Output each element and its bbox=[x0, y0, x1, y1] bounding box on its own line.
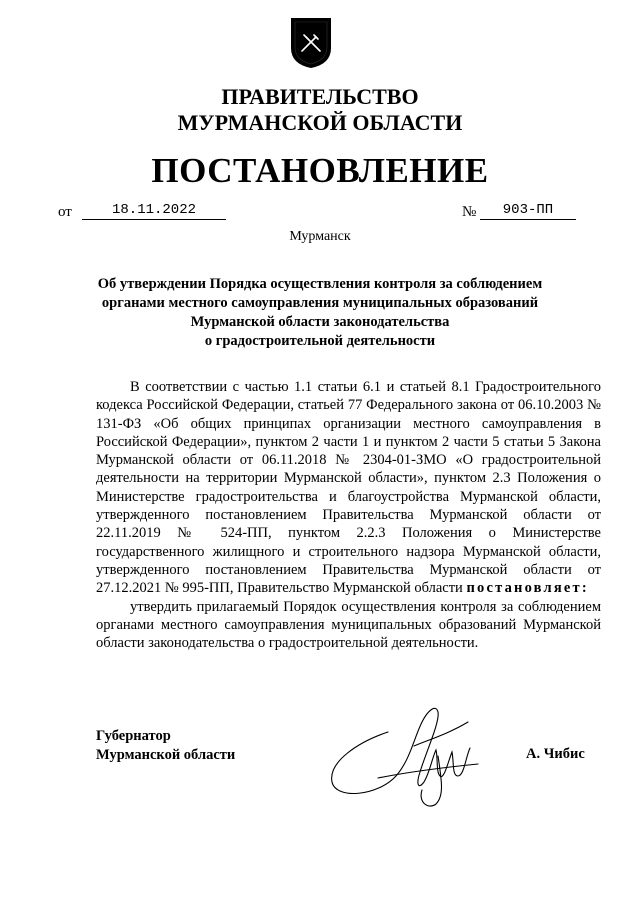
body-paragraph-1 bbox=[96, 378, 601, 598]
government-title bbox=[0, 84, 640, 136]
document-type-title: ПОСТАНОВЛЕНИЕ bbox=[151, 151, 489, 190]
body-paragraph-1-text: В соответствии с частью 1.1 статьи 6.1 и статьей 8.1 Градостроительного кодекса Российской Федерации, статьей 77 Федерального закона от 06.10.2003 № 131-ФЗ «Об общих принципах организации местного самоуправления в Российской Федерации», пунктом 2 части 1 и пунктом 2 части 5 статьи 5 Закона Мурманской области от 06.11.2018 № 2304-01-ЗМО «О градостроительной деятельности на территории Мурманской области», пунктом 2.3 Положения о Министерстве градостроительства и благоустройства Мурманской области, утвержденного постановлением Правительства Мурманской области от 22.11.2019 № 524-ПП, пунктом 2.2.3 Положения о Министерстве государственного жилищного и строительного надзора Мурманской области, утвержденного постановлением Правительства Мурманской области от 27.12.2021 № 995-ПП, Правительство Мурманской области bbox=[96, 379, 601, 597]
document-subject bbox=[90, 275, 550, 351]
signer-position-line1: Губернатор bbox=[96, 728, 171, 744]
subject-line: Об утверждении Порядка осуществления контроля за соблюдением bbox=[97, 276, 543, 292]
city-name: Мурманск bbox=[289, 229, 351, 244]
government-title-line1: ПРАВИТЕЛЬСТВО bbox=[221, 84, 419, 109]
coat-of-arms-icon bbox=[287, 14, 335, 70]
signer-position bbox=[96, 727, 235, 765]
body-paragraph-2: утвердить прилагаемый Порядок осуществления контроля за соблюдением органами местного самоуправления муниципальных образований Мурманской области законодательства о градостроительной деятельности. bbox=[96, 598, 601, 652]
signer-position-line2: Мурманской области bbox=[96, 747, 236, 763]
date-prefix: от bbox=[58, 204, 72, 220]
subject-line: органами местного самоуправления муниципальных образований bbox=[101, 295, 539, 311]
subject-line: о градостроительной деятельности bbox=[204, 333, 436, 349]
resolves-word: постановляет: bbox=[466, 580, 589, 597]
handwritten-signature bbox=[318, 692, 488, 812]
signer-name: А. Чибис bbox=[526, 746, 585, 762]
document-number: 903-ПП bbox=[480, 202, 576, 220]
subject-line: Мурманской области законодательства bbox=[190, 314, 450, 330]
number-prefix: № bbox=[462, 204, 477, 220]
document-body bbox=[96, 378, 601, 652]
date-number-row bbox=[58, 201, 578, 223]
government-title-line2: МУРМАНСКОЙ ОБЛАСТИ bbox=[177, 110, 463, 135]
document-date: 18.11.2022 bbox=[82, 202, 226, 220]
